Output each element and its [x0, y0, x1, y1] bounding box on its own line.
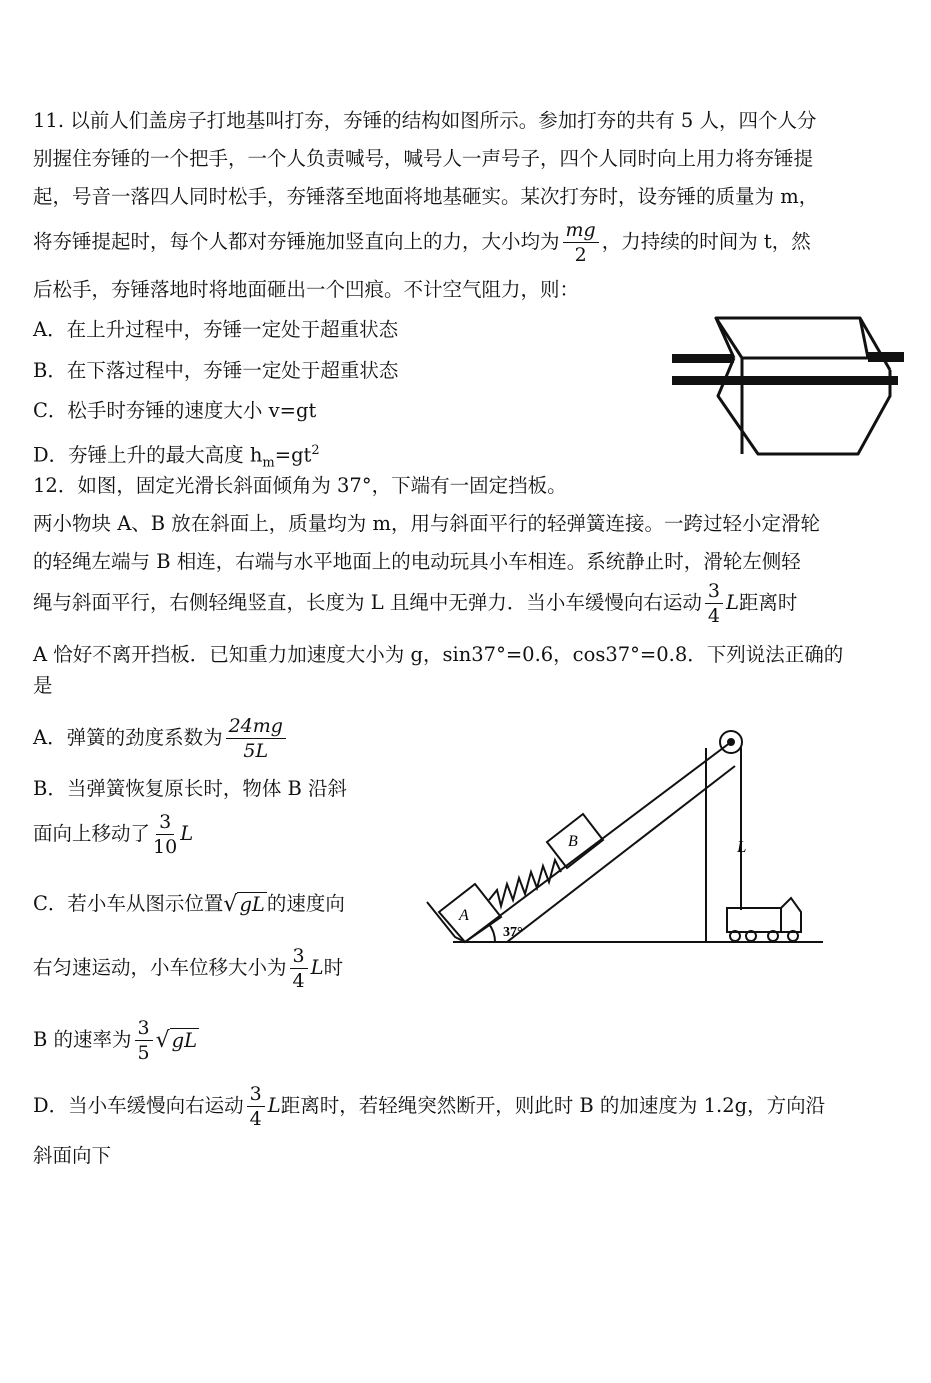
q12-line-1: 12．如图，固定光滑长斜面倾角为 37°，下端有一固定挡板。: [33, 474, 567, 497]
q12-option-d-line-1: [33, 1078, 825, 1134]
q12-option-a: [33, 710, 289, 766]
spring: [489, 860, 561, 906]
q12-option-c-line-2a: 右匀速运动，小车位移大小为: [33, 956, 287, 979]
label-b: B: [568, 833, 578, 850]
block-a: [439, 884, 501, 942]
q12-option-c-line-2: [33, 940, 343, 996]
q12-option-c-line-2b: 时: [323, 956, 344, 979]
q12-option-c-num: 3: [290, 947, 308, 969]
q11-line-1: 11. 以前人们盖房子打地基叫打夯，夯锤的结构如图所示。参加打夯的共有 5 人，四个人分: [33, 109, 817, 132]
q12-option-c-line-3: [33, 1012, 199, 1069]
q11-line-4a: 将夯锤提起时，每个人都对夯锤施加竖直向上的力，大小均为: [33, 230, 560, 253]
q12-option-c-line-3a: B 的速率为: [33, 1028, 132, 1051]
q11-force-fraction: [563, 218, 599, 266]
q12-option-d-den: 4: [249, 1107, 262, 1130]
q11-option-d-a: D．夯锤上升的最大高度 h: [33, 443, 263, 467]
q12-option-c-num2: 3: [135, 1019, 153, 1041]
q12-option-c-fraction-2: [135, 1016, 153, 1064]
q12-line-6: 是: [33, 674, 53, 697]
q11-option-c: C．松手时夯锤的速度大小 v=gt: [33, 399, 317, 422]
q12-option-c-den: 4: [292, 969, 305, 992]
q12-option-b-fraction: [153, 810, 178, 858]
q12-option-c-radicand: gL: [239, 892, 265, 916]
q12-option-b-line-1: B．当弹簧恢复原长时，物体 B 沿斜: [33, 777, 348, 800]
incline-rope: [507, 766, 735, 942]
q12-line-5: A 恰好不离开挡板．已知重力加速度大小为 g，sin37°=0.6，cos37°=0.8．下列说法正确的: [33, 643, 844, 666]
q11-frac-num: mg: [563, 221, 599, 243]
q11-option-a: A．在上升过程中，夯锤一定处于超重状态: [33, 318, 399, 341]
q11-option-b: B．在下落过程中，夯锤一定处于超重状态: [33, 359, 399, 382]
q12-option-b-num: 3: [156, 813, 174, 835]
cart-body: [727, 908, 781, 932]
q11-line-4b: ，力持续的时间为 t，然: [601, 230, 811, 253]
q12-line-2: 两小物块 A、B 放在斜面上，质量均为 m，用与斜面平行的轻弹簧连接。一跨过轻小定滑轮: [33, 512, 820, 535]
q12-option-c-line-1: [33, 890, 345, 919]
q12-option-d-fraction: [247, 1082, 265, 1130]
q12-line-4-num: 3: [705, 582, 723, 604]
q12-line-4-den: 4: [707, 604, 720, 627]
q12-option-d-var: L: [267, 1094, 281, 1117]
q12-option-b-den: 10: [153, 835, 178, 858]
label-angle: 37°: [503, 925, 523, 940]
rammer-figure: [668, 312, 908, 462]
q12-line-4-var: L: [725, 591, 739, 614]
q12-line-3: 的轻绳左端与 B 相连，右端与水平地面上的电动玩具小车相连。系统静止时，滑轮左侧轻: [33, 550, 801, 573]
incline-surface: [465, 742, 731, 942]
q11-option-d-sup: 2: [311, 443, 320, 458]
q12-option-a-label: A．弹簧的劲度系数为: [33, 726, 223, 749]
q12-option-c-sqrt-2: √ gL: [155, 1027, 198, 1053]
q12-option-a-fraction: [226, 714, 286, 762]
q12-line-4: [33, 575, 797, 631]
q11-line-4: [33, 214, 811, 270]
label-l: L: [737, 837, 747, 856]
q12-option-c-var: L: [310, 956, 324, 979]
q12-option-a-den: 5L: [243, 739, 269, 762]
q12-option-b-var: L: [180, 822, 194, 845]
q12-option-d-text-b: 距离时，若轻绳突然断开，则此时 B 的加速度为 1.2g，方向沿: [280, 1094, 826, 1117]
q12-line-4b: 距离时: [738, 591, 798, 614]
angle-arc: [489, 924, 495, 942]
q11-line-5: 后松手，夯锤落地时将地面砸出一个凹痕。不计空气阻力，则：: [33, 278, 580, 301]
q12-option-d-text-a: D．当小车缓慢向右运动: [33, 1094, 244, 1117]
label-a: A: [459, 907, 469, 924]
q12-option-c-text-b: 的速度向: [266, 892, 345, 915]
q12-option-d-num: 3: [247, 1085, 265, 1107]
q11-option-d-sub: m: [262, 455, 275, 471]
q12-option-c-den2: 5: [137, 1041, 150, 1064]
incline-figure: [425, 722, 825, 947]
q12-option-c-sqrt: √ gL: [223, 891, 265, 917]
cart-cab: [781, 898, 801, 932]
q11-frac-den: 2: [574, 243, 587, 266]
q12-option-a-num: 24mg: [226, 717, 286, 739]
q11-line-2: 别握住夯锤的一个把手，一个人负责喊号，喊号人一声号子，四个人同时向上用力将夯锤提: [33, 147, 814, 170]
q12-option-c-text-a: C．若小车从图示位置: [33, 892, 224, 915]
q12-line-4-fraction: [705, 579, 723, 627]
q11-line-3: 起，号音一落四人同时松手，夯锤落至地面将地基砸实。某次打夯时，设夯锤的质量为 m，: [33, 185, 819, 208]
q12-option-d-line-2: 斜面向下: [33, 1144, 112, 1167]
q12-option-b-text: 面向上移动了: [33, 822, 151, 845]
q11-option-d-b: =gt: [274, 443, 312, 467]
q12-option-b-line-2: [33, 806, 193, 862]
q12-option-c-fraction: [290, 944, 308, 992]
q12-option-c-radicand-2: gL: [171, 1028, 198, 1052]
q12-line-4a: 绳与斜面平行，右侧轻绳竖直，长度为 L 且绳中无弹力．当小车缓慢向右运动: [33, 591, 702, 614]
